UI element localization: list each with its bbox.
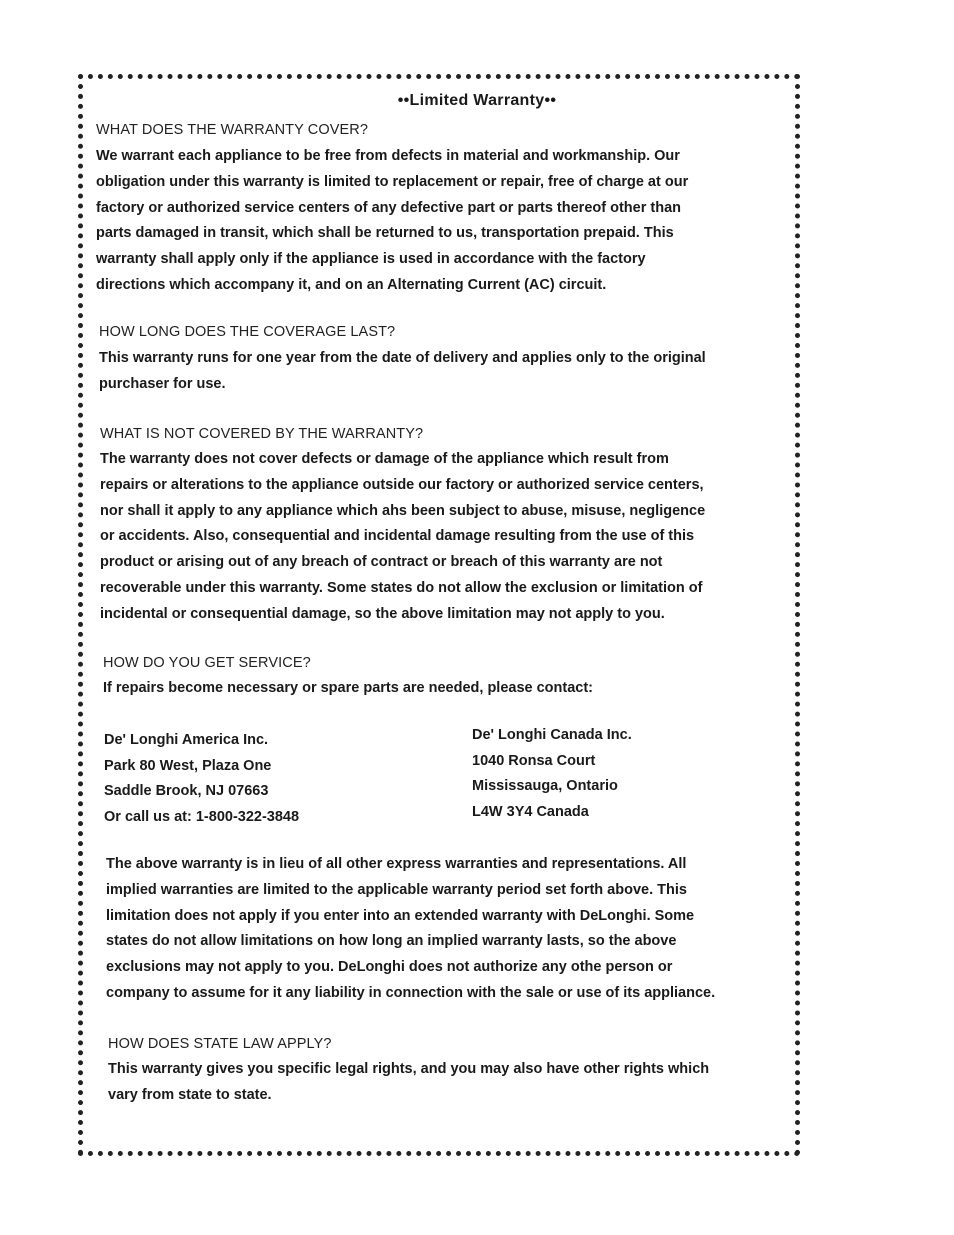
section-heading-service: HOW DO YOU GET SERVICE?	[103, 655, 311, 671]
body-line: warranty shall apply only if the appliance is used in accordance with the factory	[96, 251, 646, 268]
body-line: factory or authorized service centers of any defective part or parts thereof other than	[96, 199, 681, 216]
address-delonghi-canada	[472, 723, 632, 825]
address-line: De' Longhi Canada Inc.	[472, 727, 632, 743]
body-line: recoverable under this warranty. Some states do not allow the exclusion or limitation of	[100, 579, 703, 596]
section-body-exclusions	[100, 447, 705, 628]
body-line: incidental or consequential damage, so the above limitation may not apply to you.	[100, 605, 665, 622]
phone-line: Or call us at: 1-800-322-3848	[104, 808, 300, 825]
body-line: limitation does not apply if you enter into an extended warranty with DeLonghi. Some	[106, 907, 695, 924]
body-line: parts damaged in transit, which shall be returned to us, transportation prepaid. This	[96, 225, 674, 242]
body-line: If repairs become necessary or spare parts are needed, please contact:	[103, 680, 594, 696]
body-line: product or arising out of any breach of contract or breach of this warranty are not	[100, 554, 663, 571]
body-line: This warranty runs for one year from the date of delivery and applies only to the original	[99, 350, 706, 366]
address-line: Mississauga, Ontario	[472, 778, 618, 794]
address-line: L4W 3Y4 Canada	[472, 803, 589, 820]
section-body-duration	[99, 346, 706, 398]
address-line: De' Longhi America Inc.	[104, 732, 269, 748]
body-line: The warranty does not cover defects or damage of the appliance which result from	[100, 451, 669, 467]
body-line: or accidents. Also, consequential and incidental damage resulting from the use of this	[100, 528, 695, 545]
section-body-state-law	[108, 1057, 709, 1109]
section-heading-state-law: HOW DOES STATE LAW APPLY?	[108, 1036, 332, 1052]
body-line: directions which accompany it, and on an Alternating Current (AC) circuit.	[96, 276, 607, 293]
body-line: nor shall it apply to any appliance which ahs been subject to abuse, misuse, negligence	[100, 502, 706, 519]
body-line: This warranty gives you specific legal rights, and you may also have other rights which	[108, 1061, 710, 1077]
disclaimer-paragraph	[106, 852, 715, 1007]
body-line: purchaser for use.	[99, 375, 226, 392]
section-heading-exclusions: WHAT IS NOT COVERED BY THE WARRANTY?	[100, 426, 424, 442]
body-line: We warrant each appliance to be free from defects in material and workmanship. Our	[96, 148, 680, 164]
body-line: implied warranties are limited to the applicable warranty period set forth above. This	[106, 881, 687, 898]
section-heading-coverage: WHAT DOES THE WARRANTY COVER?	[96, 122, 368, 138]
page-title: ••Limited Warranty••	[397, 92, 557, 109]
address-line: Park 80 West, Plaza One	[104, 757, 272, 774]
body-line: states do not allow limitations on how long an implied warranty lasts, so the above	[106, 933, 677, 950]
body-line: vary from state to state.	[108, 1086, 272, 1103]
address-line: Saddle Brook, NJ 07663	[104, 783, 269, 799]
body-line: The above warranty is in lieu of all other express warranties and representations. All	[106, 856, 687, 872]
body-line: repairs or alterations to the appliance outside our factory or authorized service centers,	[100, 476, 704, 493]
body-line: company to assume for it any liability in connection with the sale or use of its appliance.	[106, 984, 716, 1001]
address-delonghi-america	[104, 728, 299, 830]
body-line: obligation under this warranty is limited to replacement or repair, free of charge at our	[96, 173, 689, 190]
section-heading-duration: HOW LONG DOES THE COVERAGE LAST?	[99, 324, 396, 340]
section-body-service	[103, 676, 593, 702]
address-line: 1040 Ronsa Court	[472, 752, 596, 769]
body-line: exclusions may not apply to you. DeLonghi does not authorize any othe person or	[106, 959, 673, 976]
section-body-coverage	[96, 144, 688, 299]
